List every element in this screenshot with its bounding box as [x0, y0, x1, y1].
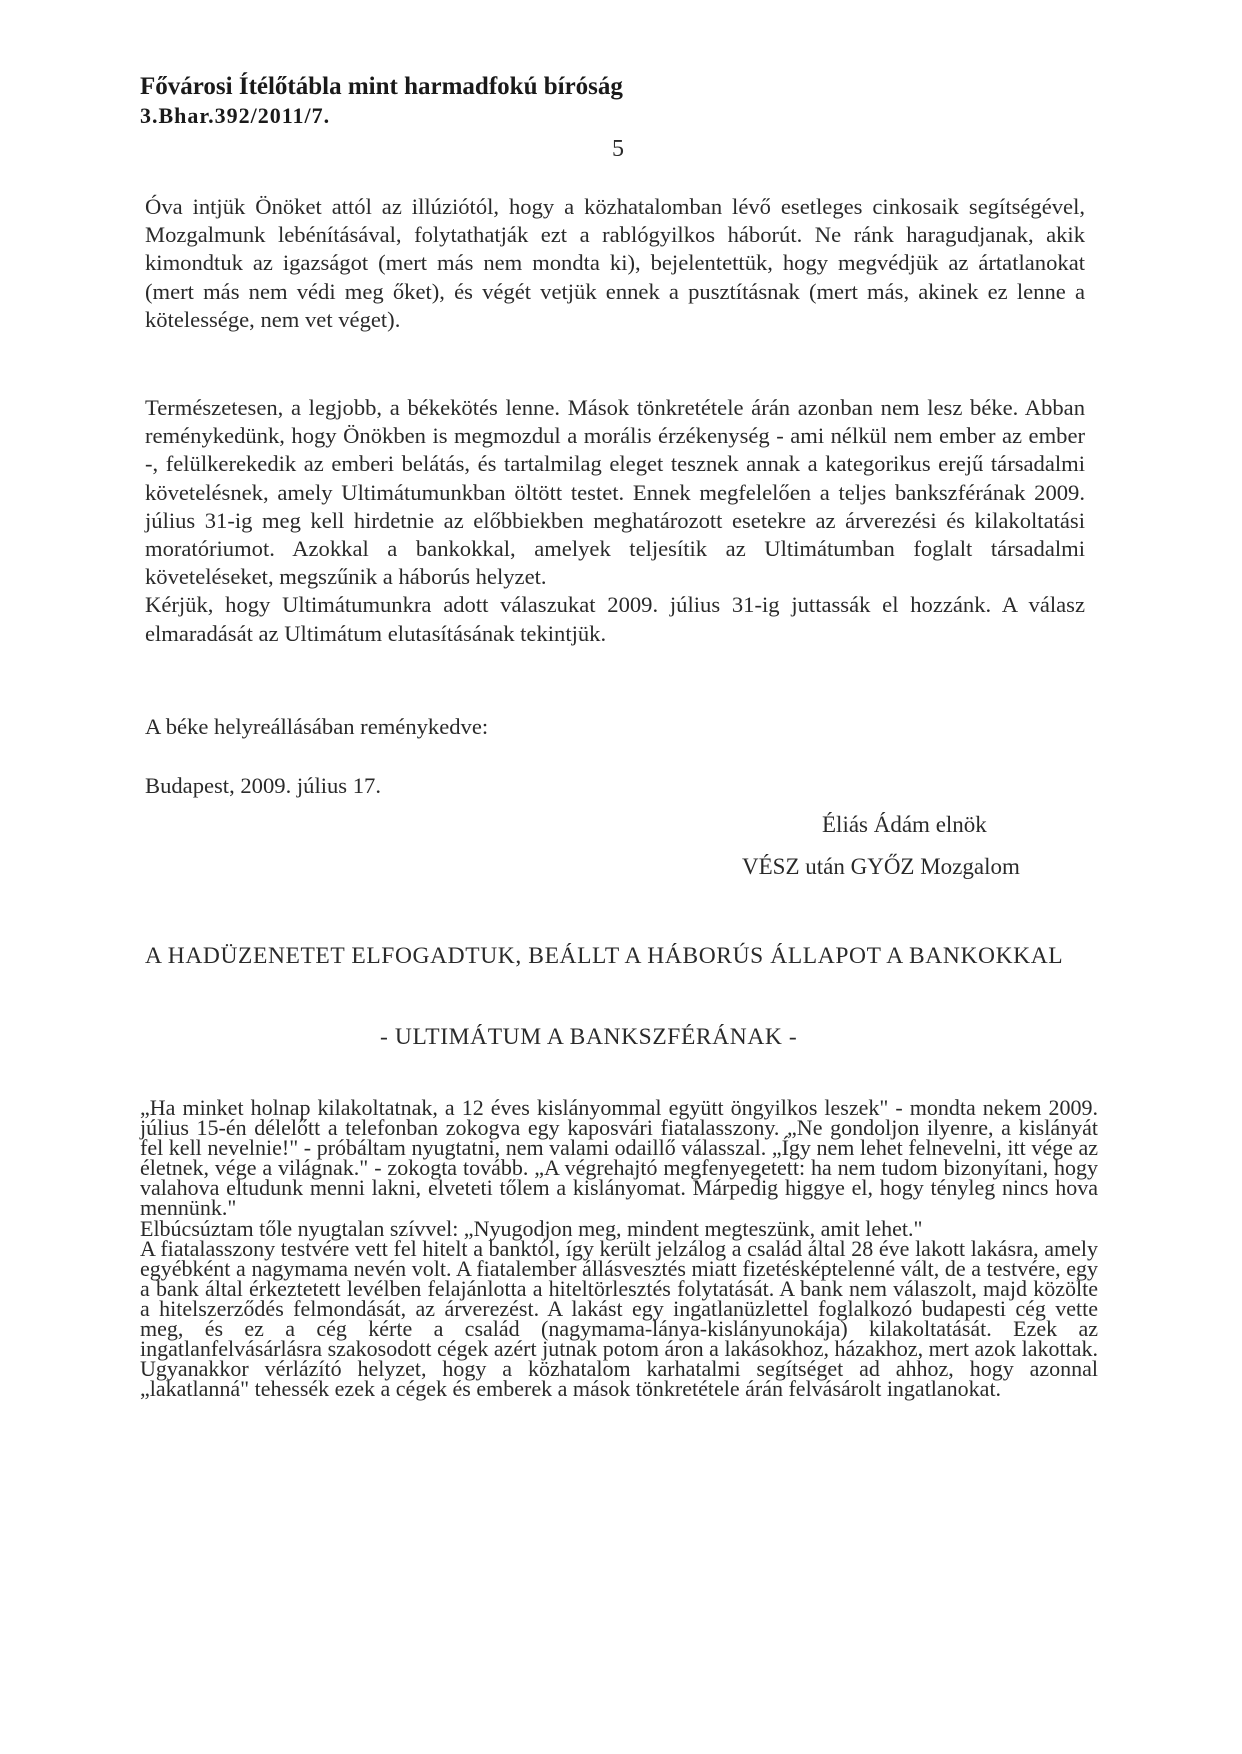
document-header — [140, 72, 623, 130]
story-paragraph: „Ha minket holnap kilakoltatnak, a 12 éves kislányommal együtt öngyilkos leszek" - mondta nekem 2009. július 15-én délelőtt a telefonban zokogva egy kaposvári fiatalasszony. „Ne gondoljon ilyenre, a kislányát fel kell nevelnie!" - próbáltam nyugtatni, nem valami odaillő válasszal. „Így nem lehet felnevelni, itt vége az életnek, vége a világnak." - zokogta tovább. „A végrehajtó megfenyegetett: ha nem tudom bizonyítani, hogy valahova eltudunk menni lakni, elveteti tőlem a kislányomat. Márpedig higgye el, hogy tényleg nincs hova mennünk." — [140, 1095, 1098, 1221]
section-heading: A HADÜZENETET ELFOGADTUK, BEÁLLT A HÁBORÚS ÁLLAPOT A BANKOKKAL — [145, 943, 1064, 969]
section-subheading: - ULTIMÁTUM A BANKSZFÉRÁNAK - — [380, 1024, 798, 1050]
paragraph-text: Kérjük, hogy Ultimátumunkra adott válaszukat 2009. július 31-ig juttassák el hozzánk. A válasz elmaradását az Ultimátum elutasításának tekintjük. — [145, 592, 1085, 646]
place-date — [145, 772, 1085, 800]
closing-line — [145, 713, 1085, 741]
story-paragraph: A fiatalasszony testvére vett fel hitelt a banktól, így került jelzálog a család által 28 éve lakott lakásra, amely egyébként a nagymama nevén volt. A fiatalember állásvesztés miatt fizetésképtelenné vált, de a testvére, egy a bank által érkeztetett levélben felajánlotta a hiteltörlesztés folytatását. A bank nem válaszolt, majd közölte a hitelszerződés felmondását, az árverezést. A lakást egy ingatlanüzlettel foglalkozó budapesti cég vette meg, és ez a cég kérte a család (nagymama-lánya-kislányunokája) kilakoltatását. Ezek az ingatlanfelvásárlásra szakosodott cégek azért jutnak potom áron a lakásokhoz, házakhoz, mert azok lakottak. Ugyanakkor vérlázító helyzet, hogy a közhatalom karhatalmi segítséget ad ahhoz, hogy azonnal „lakatlanná" tehessék ezek a cégek és emberek a mások tönkretétele árán felvásárolt ingatlanokat. — [140, 1235, 1098, 1402]
paragraph-peace — [145, 394, 1085, 648]
paragraph-warning — [145, 193, 1085, 334]
paragraph-text: Óva intjük Önöket attól az illúziótól, hogy a közhatalomban lévő esetleges cinkosaik segítségével, Mozgalmunk lebénításával, folytathatják ezt a rablógyilkos háborút. Ne ránk haragudjanak, akik kimondtuk az igazságot (mert más nem mondta ki), bejelentettük, hogy megvédjük az ártatlanokat (mert más nem védi meg őket), és végét vetjük ennek a pusztításnak (mert más, akinek ez lenne a kötelessége, nem vet véget). — [145, 194, 1085, 332]
signature-name: Éliás Ádám elnök — [822, 812, 987, 837]
place-date-text: Budapest, 2009. július 17. — [145, 773, 381, 798]
closing-text: A béke helyreállásában reménykedve: — [145, 714, 489, 739]
story-text — [140, 1095, 1098, 1402]
court-name: Fővárosi Ítélőtábla mint harmadfokú bíróság — [140, 73, 623, 100]
case-number: 3.Bhar.392/2011/7. — [140, 103, 331, 128]
paragraph-text: Természetesen, a legjobb, a békekötés lenne. Mások tönkretétele árán azonban nem lesz béke. Abban reménykedünk, hogy Önökben is megmozdul a morális érzékenység - ami nélkül nem ember az ember -, felülkerekedik az emberi belátás, és tartalmilag eleget tesznek annak a kategorikus erejű társadalmi követelésnek, amely Ultimátumunkban öltött testet. Ennek megfelelően a teljes bankszférának 2009. július 31-ig meg kell hirdetnie az előbbiekben meghatározott esetekre az árverezési és kilakoltatási moratóriumot. Azokkal a bankokkal, amelyek teljesítik az Ultimátumban foglalt társadalmi követeléseket, megszűnik a háborús helyzet. — [145, 395, 1085, 590]
story-paragraph: Elbúcsúztam tőle nyugtalan szívvel: „Nyugodjon meg, mindent megteszünk, amit lehet." — [140, 1215, 923, 1241]
signature-organization: VÉSZ után GYŐZ Mozgalom — [742, 854, 1020, 879]
page-number: 5 — [612, 136, 624, 162]
